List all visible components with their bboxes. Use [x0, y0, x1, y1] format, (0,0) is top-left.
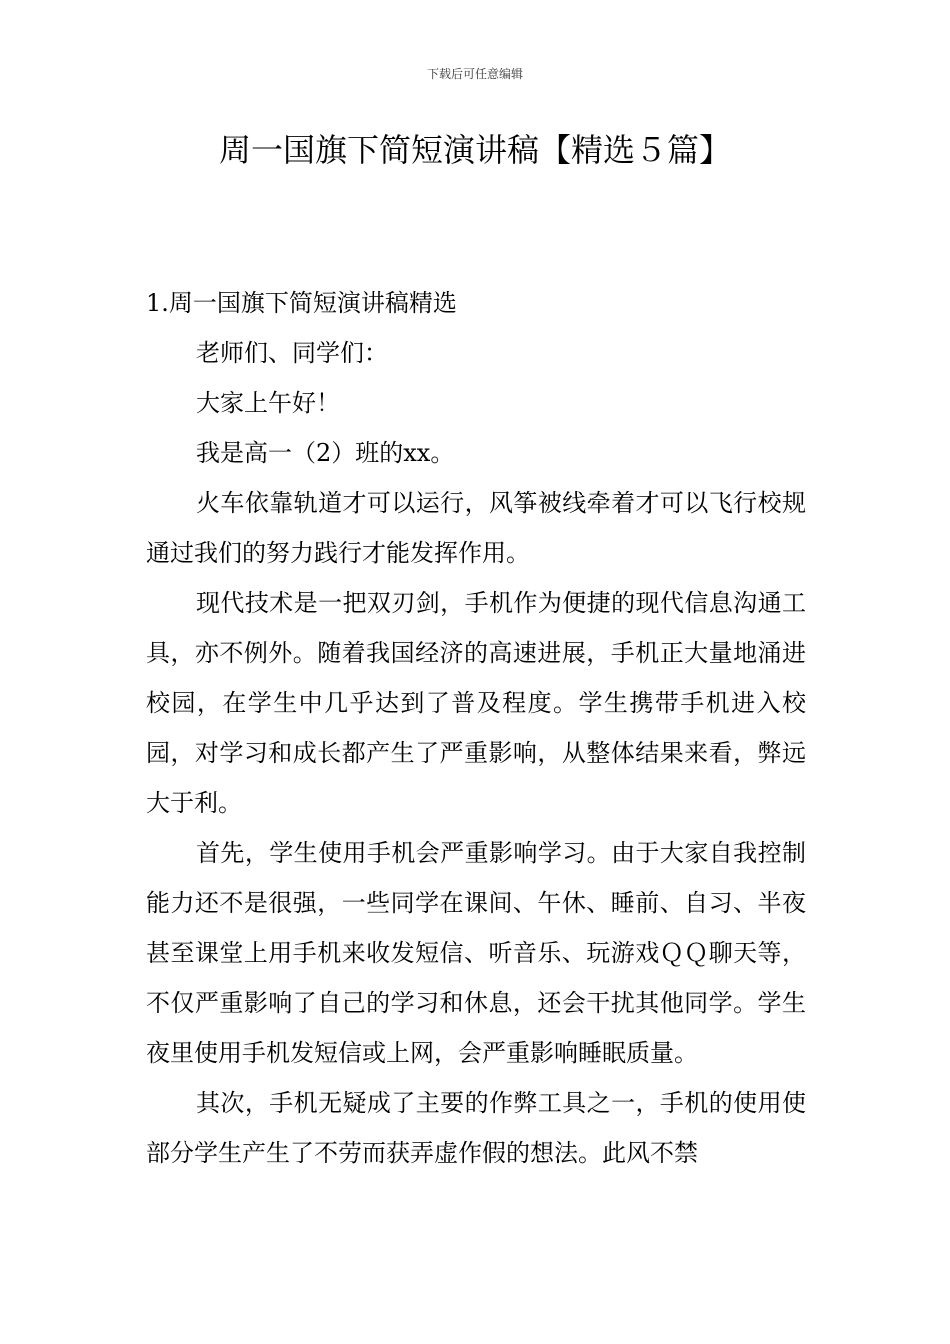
document-title: 周一国旗下简短演讲稿【精选５篇】: [218, 131, 731, 169]
paragraph-body: 火车依靠轨道才可以运行，风筝被线牵着才可以飞行校规通过我们的努力践行才能发挥作用。: [146, 489, 806, 567]
paragraph-greeting: 老师们、同学们：: [196, 339, 388, 367]
paragraph-body: 首先，学生使用手机会严重影响学习。由于大家自我控制能力还不是很强，一些同学在课间、午休、睡前、自习、半夜甚至课堂上用手机来收发短信、听音乐、玩游戏ＱＱ聊天等，不仅严重影响了自己的学习和休息，还会干扰其他同学。学生夜里使用手机发短信或上网，会严重影响睡眠质量。: [146, 839, 806, 1067]
section-heading: 1.周一国旗下简短演讲稿精选: [146, 289, 457, 317]
document-body: [146, 278, 806, 1178]
paragraph-salutation: 大家上午好！: [196, 389, 340, 417]
paragraph-body: 其次，手机无疑成了主要的作弊工具之一，手机的使用使部分学生产生了不劳而获弄虚作假的想法。此风不禁: [146, 1089, 806, 1167]
header-note: 下载后可任意编辑: [426, 67, 523, 81]
paragraph-introduction: 我是高一（2）班的xx。: [196, 439, 455, 467]
paragraph-body: 现代技术是一把双刃剑，手机作为便捷的现代信息沟通工具，亦不例外。随着我国经济的高速进展，手机正大量地涌进校园，在学生中几乎达到了普及程度。学生携带手机进入校园，对学习和成长都产生了严重影响，从整体结果来看，弊远大于利。: [146, 589, 806, 817]
